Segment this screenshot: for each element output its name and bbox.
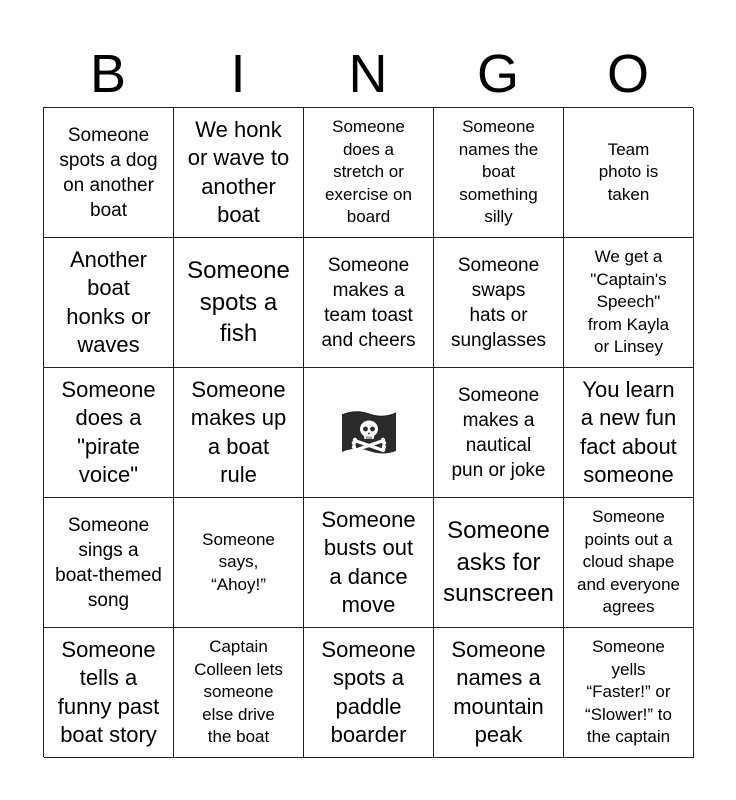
cell-text: We get a "Captain's Speech" from Kayla or Linsey: [587, 247, 670, 357]
cell-text: Someone names the boat something silly: [458, 117, 539, 227]
bingo-cell[interactable]: [564, 628, 694, 758]
bingo-cell[interactable]: [564, 368, 694, 498]
bingo-header: [43, 40, 693, 108]
free-space-cell[interactable]: [304, 368, 434, 498]
bingo-cell[interactable]: [434, 368, 564, 498]
cell-text: Someone asks for sunscreen: [443, 517, 554, 608]
bingo-cell[interactable]: [44, 238, 174, 368]
bingo-cell[interactable]: [304, 498, 434, 628]
cell-text: Someone makes a team toast and cheers: [321, 254, 416, 351]
header-letter-g: G: [476, 44, 519, 104]
cell-text: Someone says, “Ahoy!”: [202, 529, 275, 594]
cell-text: You learn a new fun fact about someone: [580, 376, 677, 487]
cell-text: Someone does a "pirate voice": [61, 376, 156, 487]
cell-text: Captain Colleen lets someone else drive the boat: [194, 637, 283, 747]
cell-text: Someone sings a boat-themed song: [55, 514, 162, 611]
bingo-cell[interactable]: [434, 108, 564, 238]
pirate-flag-icon: [338, 407, 400, 459]
header-letter-o: O: [606, 44, 649, 104]
cell-text: Someone swaps hats or sunglasses: [450, 254, 547, 351]
header-letter-i: I: [230, 44, 246, 104]
bingo-cell[interactable]: [44, 108, 174, 238]
header-letter-n: N: [348, 44, 388, 104]
bingo-cell[interactable]: [44, 368, 174, 498]
cell-text: Someone makes a nautical pun or joke: [451, 384, 546, 481]
cell-text: Another boat honks or waves: [66, 246, 151, 357]
cell-text: Someone spots a dog on another boat: [59, 124, 158, 221]
cell-text: Team photo is taken: [598, 139, 659, 204]
cell-text: Someone tells a funny past boat story: [57, 636, 160, 747]
bingo-cell[interactable]: [174, 238, 304, 368]
bingo-cell[interactable]: [304, 108, 434, 238]
bingo-cell[interactable]: [44, 628, 174, 758]
cell-text: Someone names a mountain peak: [451, 636, 546, 747]
bingo-cell[interactable]: [174, 108, 304, 238]
bingo-board: [43, 107, 693, 757]
bingo-cell[interactable]: [434, 498, 564, 628]
bingo-cell[interactable]: [174, 628, 304, 758]
cell-text: Someone does a stretch or exercise on board: [325, 117, 412, 227]
bingo-cell[interactable]: [564, 498, 694, 628]
bingo-cell[interactable]: [434, 628, 564, 758]
bingo-cell[interactable]: [174, 498, 304, 628]
cell-text: We honk or wave to another boat: [187, 116, 290, 227]
cell-text: Someone yells “Faster!” or “Slower!” to the captain: [585, 637, 672, 747]
cell-text: Someone points out a cloud shape and everyone agrees: [576, 507, 681, 617]
bingo-cell[interactable]: [304, 238, 434, 368]
bingo-cell[interactable]: [304, 628, 434, 758]
header-letter-b: B: [89, 44, 127, 104]
bingo-cell[interactable]: [44, 498, 174, 628]
bingo-cell[interactable]: [564, 238, 694, 368]
cell-text: Someone spots a paddle boarder: [321, 636, 416, 747]
bingo-cell[interactable]: [564, 108, 694, 238]
cell-text: Someone spots a fish: [187, 257, 290, 348]
bingo-cell[interactable]: [434, 238, 564, 368]
cell-text: Someone makes up a boat rule: [190, 376, 287, 487]
cell-text: Someone busts out a dance move: [321, 506, 416, 617]
bingo-cell[interactable]: [174, 368, 304, 498]
